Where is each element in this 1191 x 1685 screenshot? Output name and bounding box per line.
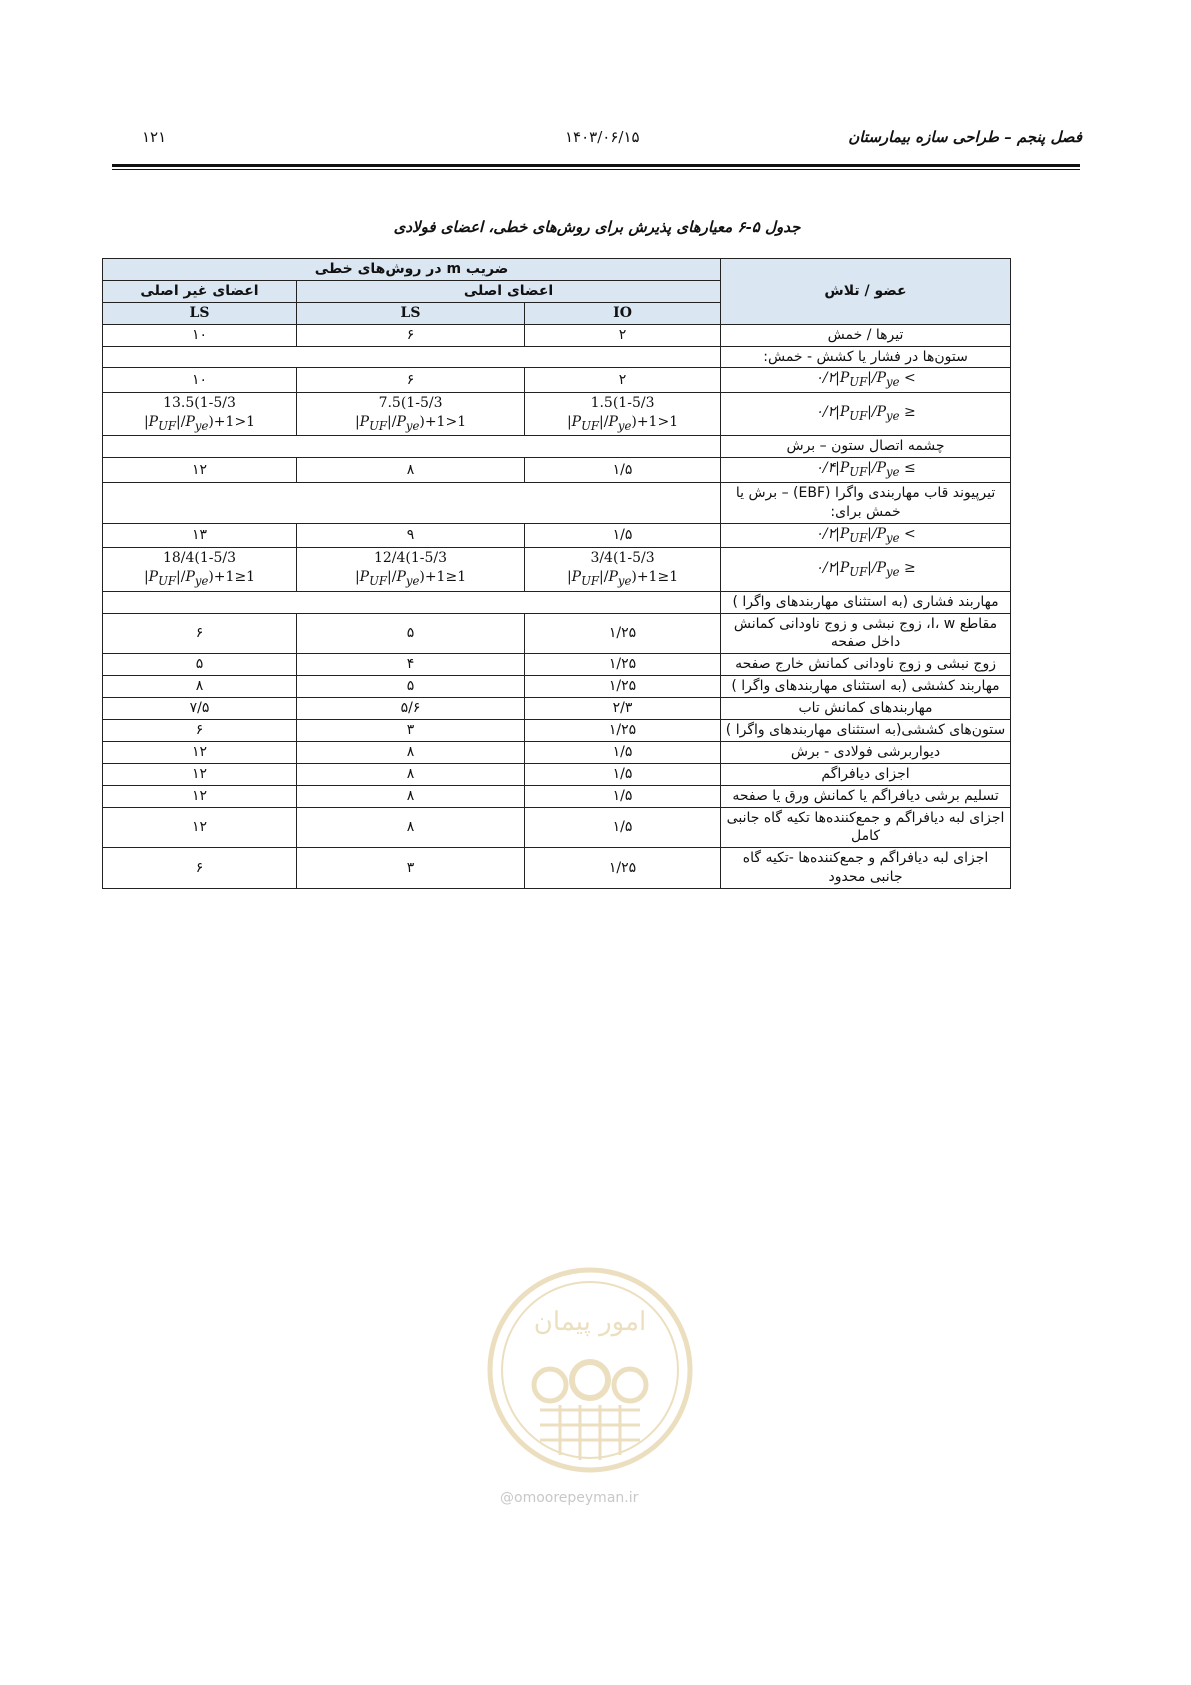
- member-cell: دیواربرشی فولادی - برش: [721, 741, 1011, 763]
- header-ls-primary: LS: [297, 302, 525, 324]
- value-ls2: ۱۲: [103, 741, 297, 763]
- acceptance-criteria-table: [102, 258, 1011, 889]
- value-ls: ۸: [297, 741, 525, 763]
- member-cell: $۰/۲|P_{UF}|/P_{ye}$ <: [721, 368, 1011, 393]
- chapter-title: فصل پنجم – طراحی سازه بیمارستان: [848, 128, 1082, 146]
- value-ls: ۸: [297, 807, 525, 848]
- value-ls: ۹: [297, 523, 525, 548]
- table-row: [103, 676, 1011, 698]
- value-ls: ۵: [297, 613, 525, 654]
- table-row: [103, 458, 1011, 483]
- value-ls2: 18/4(1-5/3 $|P_{UF}|/P_{ye})+1\ge 1$: [103, 548, 297, 591]
- value-io: ۲: [525, 324, 721, 346]
- value-io: ۱/۵: [525, 807, 721, 848]
- value-ls2: ۱۰: [103, 368, 297, 393]
- value-ls: ۴: [297, 654, 525, 676]
- value-io: ۱/۵: [525, 523, 721, 548]
- table-row: [103, 698, 1011, 720]
- member-cell: $۰/۲|P_{UF}|/P_{ye}$ ≥: [721, 393, 1011, 436]
- table-row: [103, 719, 1011, 741]
- value-ls: ۸: [297, 763, 525, 785]
- table-row: [103, 807, 1011, 848]
- member-cell: زوج نبشی و زوج ناودانی کمانش خارج صفحه: [721, 654, 1011, 676]
- value-ls: ۸: [297, 785, 525, 807]
- member-cell: اجزای لبه دیافراگم و جمع‌کننده‌ها -تکیه گاه جانبی محدود: [721, 848, 1011, 889]
- value-ls: ۳: [297, 848, 525, 889]
- table-row: [103, 523, 1011, 548]
- value-ls: 7.5(1-5/3 $|P_{UF}|/P_{ye})+1>1$: [297, 393, 525, 436]
- value-ls2: ۱۲: [103, 763, 297, 785]
- member-cell: مهاربند کششی (به استثنای مهاربندهای واگرا ): [721, 676, 1011, 698]
- member-cell: ستون‌های کششی(به استثنای مهاربندهای واگرا ): [721, 719, 1011, 741]
- header-primary: اعضای اصلی: [297, 280, 721, 302]
- table-section-row: [103, 591, 1011, 613]
- value-io: ۱/۲۵: [525, 719, 721, 741]
- section-empty-cell: [103, 346, 721, 368]
- value-ls: 12/4(1-5/3 $|P_{UF}|/P_{ye})+1\ge 1$: [297, 548, 525, 591]
- table-row: [103, 741, 1011, 763]
- watermark-logo: [480, 1260, 700, 1480]
- member-cell: مقاطع I، w، زوج نبشی و زوج ناودانی کمانش داخل صفحه: [721, 613, 1011, 654]
- value-io: ۱/۵: [525, 458, 721, 483]
- value-ls2: ۶: [103, 848, 297, 889]
- table-row: [103, 324, 1011, 346]
- value-ls2: ۶: [103, 613, 297, 654]
- value-io: 3/4(1-5/3 $|P_{UF}|/P_{ye})+1\ge 1$: [525, 548, 721, 591]
- value-ls2: ۱۰: [103, 324, 297, 346]
- member-cell: تسلیم برشی دیافراگم یا کمانش ورق یا صفحه: [721, 785, 1011, 807]
- table-row: [103, 393, 1011, 436]
- member-cell: اجزای لبه دیافراگم و جمع‌کننده‌ها تکیه گاه جانبی کامل: [721, 807, 1011, 848]
- value-ls: ۸: [297, 458, 525, 483]
- value-ls2: ۸: [103, 676, 297, 698]
- member-cell: $۰/۲|P_{UF}|/P_{ye}$ ≥: [721, 548, 1011, 591]
- value-ls2: ۱۲: [103, 785, 297, 807]
- value-io: ۱/۲۵: [525, 848, 721, 889]
- table-row: [103, 613, 1011, 654]
- table-row: [103, 368, 1011, 393]
- member-cell: اجزای دیافراگم: [721, 763, 1011, 785]
- header-io: IO: [525, 302, 721, 324]
- value-ls2: ۱۲: [103, 807, 297, 848]
- page-number: ۱۲۱: [142, 128, 167, 146]
- header-ls-secondary: LS: [103, 302, 297, 324]
- section-label: تیرپیوند قاب مهاربندی واگرا (EBF) – برش یا خمش برای:: [721, 482, 1011, 523]
- value-io: ۱/۵: [525, 741, 721, 763]
- value-ls: ۵: [297, 676, 525, 698]
- watermark-url: @omoorepeyman.ir: [500, 1490, 639, 1506]
- value-io: ۲/۳: [525, 698, 721, 720]
- value-io: ۱/۲۵: [525, 654, 721, 676]
- member-cell: $۰/۲|P_{UF}|/P_{ye}$ <: [721, 523, 1011, 548]
- header-rule-thick: [112, 164, 1080, 167]
- table-row: [103, 548, 1011, 591]
- value-ls2: ۷/۵: [103, 698, 297, 720]
- value-ls: ۶: [297, 324, 525, 346]
- table-caption: جدول ۵-۶ معیارهای پذیرش برای روش‌های خطی، اعضای فولادی: [393, 218, 801, 236]
- table-row: [103, 785, 1011, 807]
- value-ls2: ۵: [103, 654, 297, 676]
- value-ls: ۵/۶: [297, 698, 525, 720]
- section-label: چشمه اتصال ستون – برش: [721, 436, 1011, 458]
- value-ls2: ۶: [103, 719, 297, 741]
- value-ls: ۳: [297, 719, 525, 741]
- header-m-factor: ضریب m در روش‌های خطی: [103, 259, 721, 281]
- table-body: [103, 324, 1011, 888]
- header-member: عضو / تلاش: [721, 259, 1011, 325]
- member-cell: $۰/۴|P_{UF}|/P_{ye}$ ≤: [721, 458, 1011, 483]
- header-date: ۱۴۰۳/۰۶/۱۵: [565, 128, 640, 146]
- table-section-row: [103, 482, 1011, 523]
- value-io: ۱/۲۵: [525, 676, 721, 698]
- value-ls: ۶: [297, 368, 525, 393]
- page-header: [110, 128, 1082, 158]
- member-cell: تیرها / خمش: [721, 324, 1011, 346]
- section-label: مهاربند فشاری (به استثنای مهاربندهای واگرا ): [721, 591, 1011, 613]
- section-label: ستون‌ها در فشار یا کشش - خمش:: [721, 346, 1011, 368]
- value-ls2: 13.5(1-5/3 $|P_{UF}|/P_{ye})+1>1$: [103, 393, 297, 436]
- table-section-row: [103, 346, 1011, 368]
- value-io: ۱/۵: [525, 763, 721, 785]
- member-cell: مهاربندهای کمانش تاب: [721, 698, 1011, 720]
- table-row: [103, 763, 1011, 785]
- value-io: 1.5(1-5/3 $|P_{UF}|/P_{ye})+1>1$: [525, 393, 721, 436]
- header-rule-thin: [112, 169, 1080, 170]
- value-io: ۲: [525, 368, 721, 393]
- watermark-logo-text: امور پیمان: [533, 1307, 647, 1337]
- value-ls2: ۱۳: [103, 523, 297, 548]
- section-empty-cell: [103, 436, 721, 458]
- table-row: [103, 848, 1011, 889]
- value-io: ۱/۲۵: [525, 613, 721, 654]
- section-empty-cell: [103, 591, 721, 613]
- section-empty-cell: [103, 482, 721, 523]
- header-secondary: اعضای غیر اصلی: [103, 280, 297, 302]
- value-ls2: ۱۲: [103, 458, 297, 483]
- table-row: [103, 654, 1011, 676]
- value-io: ۱/۵: [525, 785, 721, 807]
- table-section-row: [103, 436, 1011, 458]
